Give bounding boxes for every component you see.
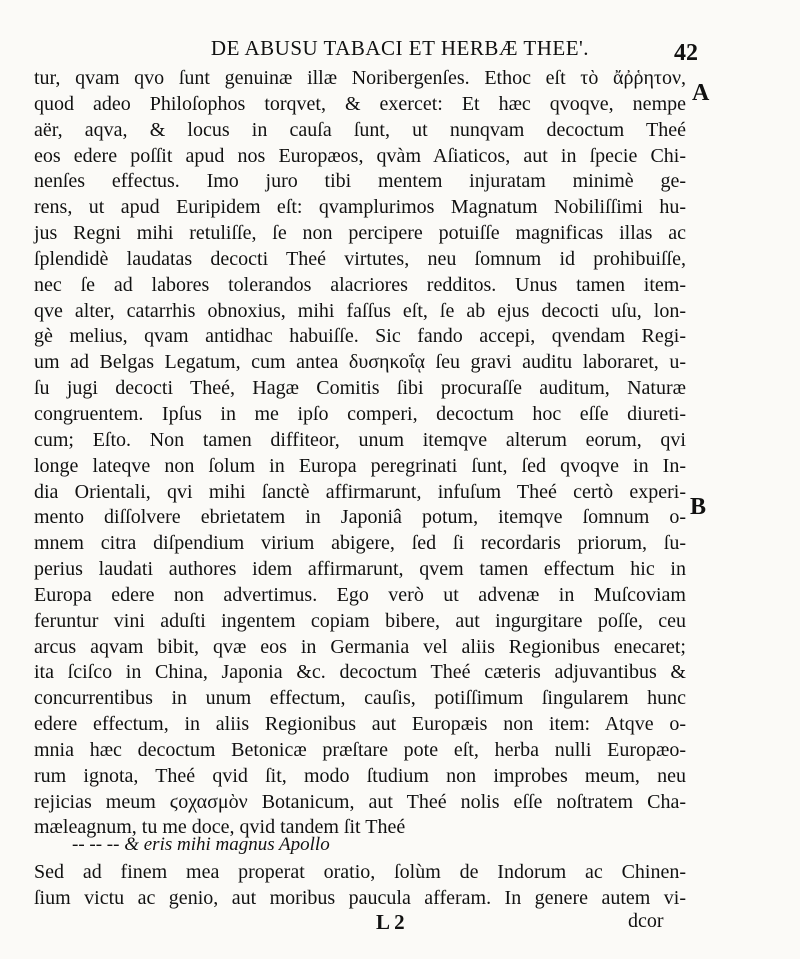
text-line: Sed ad finem mea properat oratio, ſolùm de Indorum ac Chinen- [34,861,686,883]
signature-mark: L 2 [376,910,405,934]
text-line: ſplendidè laudatas decocti Theé virtutes, neu ſomnum id prohibuiſſe, [34,247,686,270]
text-line: ſu jugi decocti Theé, Hagæ Comitis ſibi procuraſſe auditum, Naturæ [34,377,686,400]
text-line: rens, ut apud Euripidem eſt: qvamplurimos Magnatum Nobiliſſimi hu- [34,196,686,219]
text-line: mnia hæc decoctum Betonicæ præſtare pote eſt, herba nulli Europæo- [34,738,686,761]
body-text [34,66,686,841]
text-line: tur, qvam qvo ſunt genuinæ illæ Noribergenſes. Ethoc eſt τὸ ἄῤῥητον, [34,67,686,89]
text-line: Europa edere non advertimus. Ego verò ut advenæ in Muſcoviam [34,583,686,606]
text-line: aër, aqva, & locus in cauſa ſunt, ut nunqvam decoctum Theé [34,118,686,141]
text-line: ſium victu ac genio, aut moribus paucula afferam. In genere autem vi- [34,886,686,909]
text-line: mnem citra diſpendium virium abigere, ſed ſi recordaris priorum, ſu- [34,532,686,555]
text-line: jus Regni mihi retuliſſe, ſe non percipere potuiſſe magnificas illas ac [34,222,686,245]
text-line: cum; Eſto. Non tamen diffiteor, unum itemqve alterum eorum, qvi [34,428,686,451]
text-line: mento diſſolvere ebrietatem in Japoniâ potum, itemqve ſomnum o- [34,506,686,529]
verse-quotation: -- -- -- & eris mihi magnus Apollo [72,834,330,855]
text-line: arcus aqvam bibit, qvæ eos in Germania vel aliis Regionibus enecaret; [34,635,686,658]
text-line: feruntur vini aduſti ingentem copiam bibere, aut ingurgitare poſſe, ceu [34,609,686,632]
text-line: mæleagnum, tu me doce, qvid tandem ſit Theé [34,816,406,839]
text-line: quod adeo Philoſophos torqvet, & exercet: Et hæc qvoqve, nempe [34,92,686,115]
text-line: um ad Belgas Legatum, cum antea δυσηκοΐᾳ ſeu gravi auditu laboraret, u- [34,351,686,374]
text-line: congruentem. Ipſus in me ipſo comperi, decoctum hoc eſſe diureti- [34,402,686,425]
text-line: ita ſciſco in China, Japonia &c. decoctum Theé cæteris adjuvantibus & [34,661,686,684]
closing-paragraph [34,860,686,912]
text-line: eos edere poſſit apud nos Europæos, qvàm Aſiaticos, aut in ſpecie Chi- [34,144,686,167]
text-line: rum ignota, Theé qvid ſit, modo ſtudium non improbes meum, neu [34,764,686,787]
text-line: nec ſe ad labores tolerandos alacriores redditos. Unus tamen item- [34,273,686,296]
text-line: edere effectum, in aliis Regionibus aut Europæis non item: Atqve o- [34,713,686,736]
margin-marker-b: B [690,494,707,520]
text-line: concurrentibus in unum effectum, cauſis, potiſſimum ſingularem hunc [34,687,686,710]
text-line: gè melius, qvam antidhac habuiſſe. Sic fando accepi, qvendam Regi- [34,325,686,348]
text-line: perius laudati authores idem affirmarunt, qvem tamen effectum hic in [34,558,686,581]
text-line: rejicias meum ϛοχασμὸν Botanicum, aut Theé nolis eſſe noſtratem Cha- [34,790,686,813]
margin-marker-a: A [692,80,710,106]
catchword: dcor [628,910,664,932]
text-line: dia Orientali, qvi mihi ſanctè affirmarunt, infuſum Theé certò experi- [34,480,686,503]
text-line: qve alter, catarrhis obnoxius, mihi faſſus eſt, ſe ab ejus decocti uſu, lon- [34,299,686,322]
page-number: 42 [674,40,698,66]
running-title: DE ABUSU TABACI ET HERBÆ THEE'. [210,36,590,60]
text-line: nenſes effectus. Imo juro tibi mentem injuratam minimè ge- [34,170,686,193]
text-line: longe lateqve non ſolum in Europa peregrinati ſunt, ſed qvoqve in In- [34,454,686,477]
